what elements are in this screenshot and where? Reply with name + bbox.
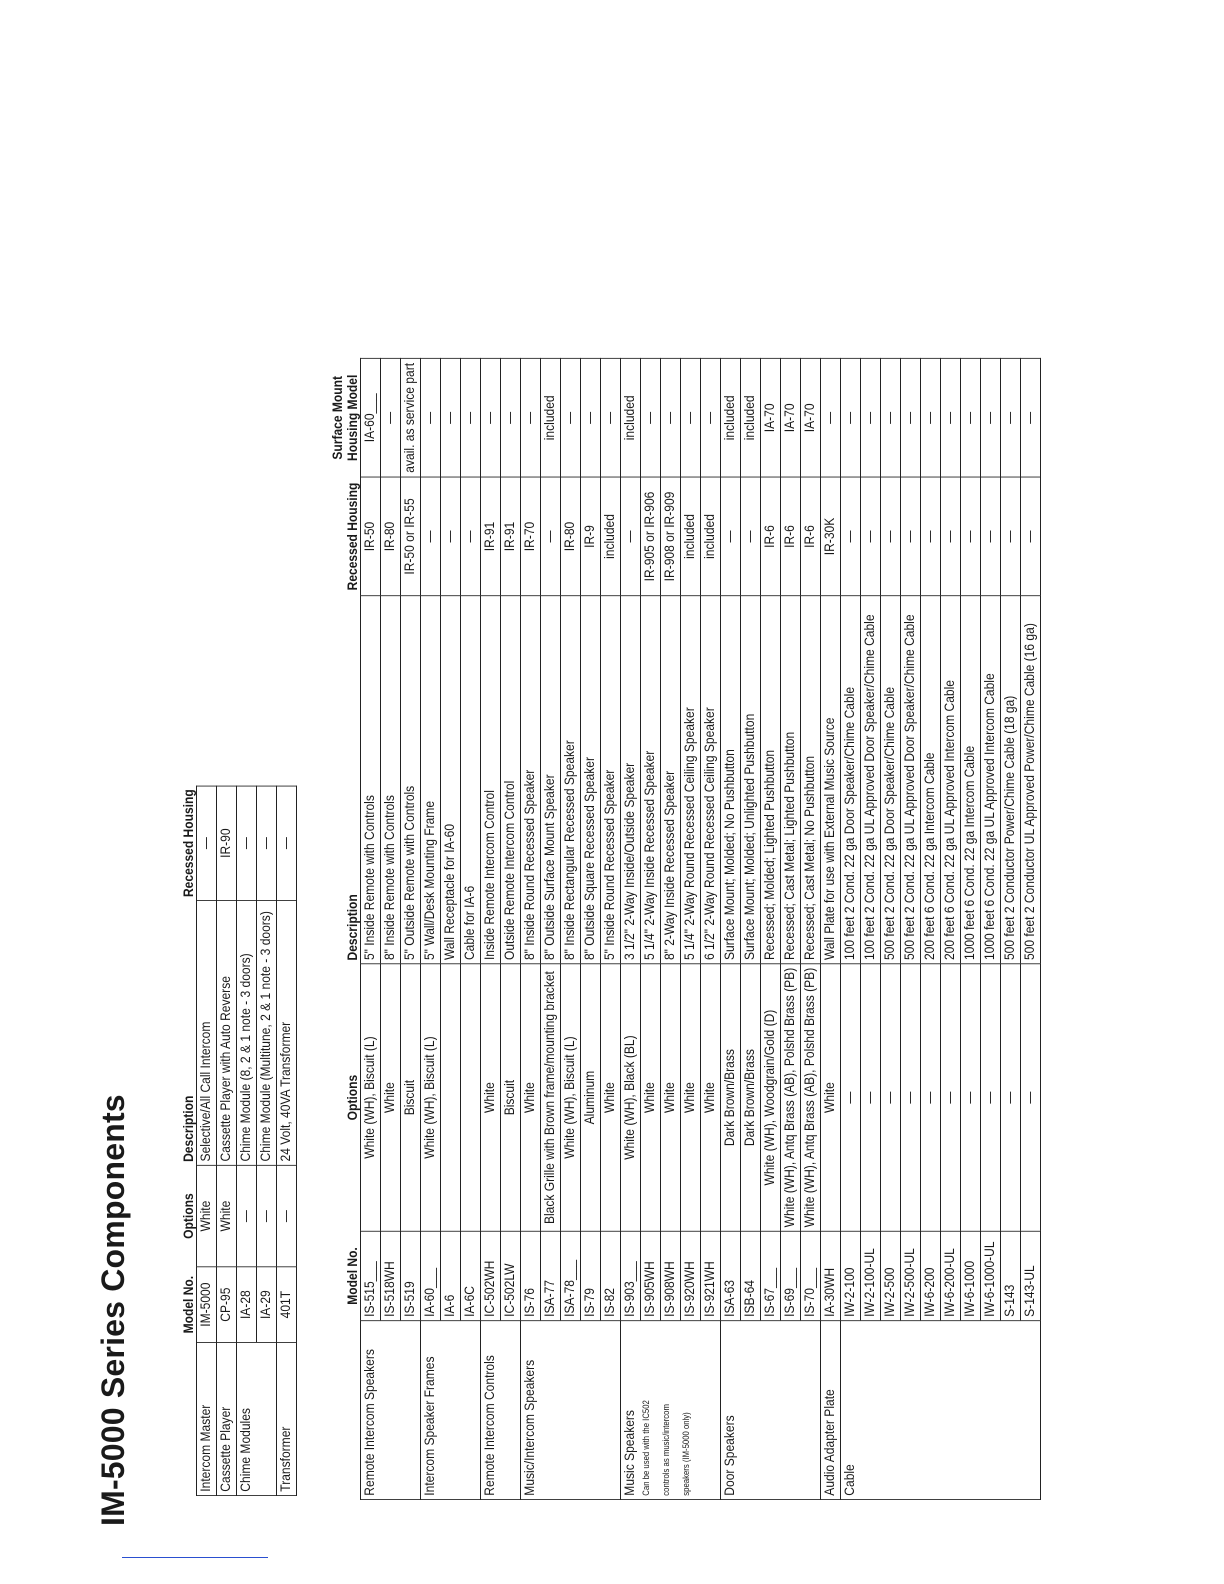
main-table-body [361, 358, 1041, 1499]
recessed-housing-cell: IR-50 or IR-55 [401, 477, 421, 596]
surface-mount-cell: included [541, 358, 561, 477]
music-speakers-note: Can be used with the IC502 [641, 1321, 661, 1500]
surface-mount-cell: — [521, 358, 541, 477]
table-row [197, 786, 217, 1496]
recessed-housing-cell: — [441, 477, 461, 596]
surface-mount-cell: IA-70 [761, 358, 781, 477]
recessed-housing-cell: — [741, 477, 761, 596]
recessed-housing-cell: — [1001, 477, 1021, 596]
surface-mount-cell: — [381, 358, 401, 477]
description-cell: Surface Mount; Molded; No Pushbutton [721, 596, 741, 964]
category-cell [901, 1321, 921, 1500]
table-row [237, 786, 257, 1496]
category-header [180, 1342, 197, 1495]
footer-rule [122, 1557, 268, 1558]
recessed-housing-cell: — [461, 477, 481, 596]
category-cell [801, 1321, 821, 1500]
category-cell [1001, 1321, 1021, 1500]
model-cell: IW-2-100-UL [861, 1231, 881, 1320]
options-header: Options [344, 1074, 360, 1121]
options-cell: — [961, 964, 981, 1231]
model-cell: IS-921WH [701, 1231, 721, 1320]
model-cell: IS-920WH [681, 1231, 701, 1320]
category-cell [941, 1321, 961, 1500]
page-title: IM-5000 Series Components [95, 1094, 131, 1526]
options-cell: White [661, 964, 681, 1231]
description-cell: Recessed; Molded; Lighted Pushbutton [761, 596, 781, 964]
category-cell: Music Speakers [621, 1321, 641, 1500]
category-cell: Cable [841, 1321, 861, 1500]
surface-mount-cell: — [601, 358, 621, 477]
table-row [941, 358, 961, 1499]
table-row [921, 358, 941, 1499]
surface-mount-cell: — [661, 358, 681, 477]
options-cell: Dark Brown/Brass [721, 964, 741, 1231]
description-cell: Chime Module (Multitune, 2 & 1 note - 3 doors) [257, 900, 277, 1165]
table-row [581, 358, 601, 1499]
options-cell: White [381, 964, 401, 1231]
category-cell [381, 1321, 401, 1500]
model-cell: IS-67___ [761, 1231, 781, 1320]
description-cell: Wall Plate for use with External Music Source [821, 596, 841, 964]
model-cell: IW-2-500 [881, 1231, 901, 1320]
model-cell: IC-502LW [501, 1231, 521, 1320]
description-cell: 1000 feet 6 Cond. 22 ga Intercom Cable [961, 596, 981, 964]
recessed-housing-cell: IR-91 [501, 477, 521, 596]
model-cell: IS-515___ [361, 1231, 381, 1320]
description-cell: Outside Remote Intercom Control [501, 596, 521, 964]
category-cell [1021, 1321, 1041, 1500]
description-cell: 5" Inside Remote with Controls [361, 596, 381, 964]
model-cell: IA-29 [257, 1267, 277, 1343]
surface-mount-cell: — [1001, 358, 1021, 477]
model-header: Model No. [344, 1247, 360, 1305]
surface-mount-cell: IA-70 [781, 358, 801, 477]
description-cell: 24 Volt, 40VA Transformer [277, 900, 297, 1165]
description-cell: 6 1/2" 2-Way Round Recessed Ceiling Speaker [701, 596, 721, 964]
model-cell: IS-518WH [381, 1231, 401, 1320]
model-cell: IS-519 [401, 1231, 421, 1320]
options-cell: White (WH), Woodgrain/Gold (D) [761, 964, 781, 1231]
top-components-table [180, 785, 297, 1496]
surface-mount-cell: — [921, 358, 941, 477]
description-cell: Cassette Player with Auto Reverse [217, 900, 237, 1165]
surface-mount-cell: included [621, 358, 641, 477]
options-cell: — [881, 964, 901, 1231]
table-row [821, 358, 841, 1499]
surface-mount-cell: — [861, 358, 881, 477]
description-cell: 200 feet 6 Cond. 22 ga UL Approved Intercom Cable [941, 596, 961, 964]
recessed-housing-header: Recessed Housing [344, 482, 360, 591]
table-row [741, 358, 761, 1499]
recessed-housing-cell: — [237, 786, 257, 901]
description-header: Description [344, 894, 360, 961]
category-cell: Chime Modules [237, 1342, 257, 1495]
surface-mount-cell: — [1021, 358, 1041, 477]
options-cell: Aluminum [581, 964, 601, 1231]
options-cell: White (WH), Antq Brass (AB), Polshd Brass (PB) [781, 964, 801, 1231]
options-cell: White [701, 964, 721, 1231]
recessed-housing-cell: — [981, 477, 1001, 596]
model-cell: ISA-77 [541, 1231, 561, 1320]
description-cell: 5" Wall/Desk Mounting Frame [421, 596, 441, 964]
options-cell: — [237, 1165, 257, 1266]
model-cell: IW-6-1000 [961, 1231, 981, 1320]
recessed-housing-cell: IR-80 [561, 477, 581, 596]
options-cell: Biscuit [401, 964, 421, 1231]
music-speakers-note: controls as music/intercom [661, 1321, 681, 1500]
category-cell [701, 1321, 721, 1500]
surface-mount-header: Surface Mount Housing Model [329, 374, 360, 461]
model-cell: IA-6C [461, 1231, 481, 1320]
table-row [701, 358, 721, 1499]
table-row [661, 358, 681, 1499]
surface-mount-cell: included [741, 358, 761, 477]
model-cell: IS-79 [581, 1231, 601, 1320]
recessed-housing-header: Recessed Housing [180, 789, 196, 898]
description-cell: 8" 2-Way Inside Recessed Speaker [661, 596, 681, 964]
options-cell: White [641, 964, 661, 1231]
options-cell: — [981, 964, 1001, 1231]
options-cell: White [481, 964, 501, 1231]
model-cell: IA-30WH [821, 1231, 841, 1320]
music-speakers-note: speakers (IM-5000 only) [681, 1321, 701, 1500]
surface-mount-cell: — [681, 358, 701, 477]
surface-mount-cell: — [561, 358, 581, 477]
options-cell: White [601, 964, 621, 1231]
description-cell: Chime Module (8, 2 & 1 note - 3 doors) [237, 900, 257, 1165]
model-cell: IA-28 [237, 1267, 257, 1343]
surface-mount-cell: avail. as service part [401, 358, 421, 477]
table-row [217, 786, 237, 1496]
options-cell: White [217, 1165, 237, 1266]
surface-mount-cell: — [421, 358, 441, 477]
description-cell: 5 1/4" 2-Way Inside Recessed Speaker [641, 596, 661, 964]
description-cell: Cable for IA-6 [461, 596, 481, 964]
surface-mount-cell: included [721, 358, 741, 477]
recessed-housing-cell: — [721, 477, 741, 596]
surface-mount-cell: — [841, 358, 861, 477]
table-row [681, 358, 701, 1499]
table-row [461, 358, 481, 1499]
surface-mount-cell: IA-60___ [361, 358, 381, 477]
surface-mount-cell: — [881, 358, 901, 477]
recessed-housing-cell: IR-30K [821, 477, 841, 596]
description-cell: 8" Outside Surface Mount Speaker [541, 596, 561, 964]
table-row [761, 358, 781, 1499]
description-cell: 500 feet 2 Cond. 22 ga Door Speaker/Chime Cable [881, 596, 901, 964]
table-row [721, 358, 741, 1499]
description-header: Description [180, 1095, 196, 1162]
model-cell: ISA-63 [721, 1231, 741, 1320]
model-cell: S-143-UL [1021, 1231, 1041, 1320]
table-row [381, 358, 401, 1499]
category-cell [401, 1321, 421, 1500]
recessed-housing-cell: — [901, 477, 921, 596]
options-cell: White (WH), Biscuit (L) [361, 964, 381, 1231]
surface-mount-cell: — [821, 358, 841, 477]
recessed-housing-cell: included [601, 477, 621, 596]
category-cell [541, 1321, 561, 1500]
table-row [901, 358, 921, 1499]
surface-mount-cell: — [461, 358, 481, 477]
description-cell: 1000 feet 6 Cond. 22 ga UL Approved Intercom Cable [981, 596, 1001, 964]
description-cell: 500 feet 2 Cond. 22 ga UL Approved Door Speaker/Chime Cable [901, 596, 921, 964]
surface-mount-cell: — [941, 358, 961, 477]
description-cell: 8" Inside Rectangular Recessed Speaker [561, 596, 581, 964]
options-cell: — [277, 1165, 297, 1266]
main-components-table [330, 358, 1041, 1500]
description-cell: Recessed; Cast Metal; Lighted Pushbutton [781, 596, 801, 964]
model-cell: IS-69___ [781, 1231, 801, 1320]
recessed-housing-cell: IR-6 [761, 477, 781, 596]
recessed-housing-cell: IR-6 [801, 477, 821, 596]
options-cell: — [901, 964, 921, 1231]
options-cell: White (WH), Black (BL) [621, 964, 641, 1231]
description-cell: 5" Inside Round Recessed Speaker [601, 596, 621, 964]
options-cell: White (WH), Antq Brass (AB), Polshd Brass (PB) [801, 964, 821, 1231]
model-cell: CP-95 [217, 1267, 237, 1343]
category-cell: Remote Intercom Controls [481, 1321, 501, 1500]
surface-mount-cell: — [901, 358, 921, 477]
recessed-housing-cell: — [1021, 477, 1041, 596]
recessed-housing-cell: — [921, 477, 941, 596]
table-row [781, 358, 801, 1499]
surface-mount-cell: — [481, 358, 501, 477]
model-cell: IS-82 [601, 1231, 621, 1320]
options-cell: White [197, 1165, 217, 1266]
model-cell: IW-6-200 [921, 1231, 941, 1320]
model-cell: IS-903___ [621, 1231, 641, 1320]
table-header-row [330, 358, 361, 1499]
category-cell [561, 1321, 581, 1500]
category-cell [921, 1321, 941, 1500]
description-cell: 3 1/2" 2-Way Inside/Outside Speaker [621, 596, 641, 964]
category-cell: Intercom Master [197, 1342, 217, 1495]
model-cell: IA-60___ [421, 1231, 441, 1320]
table-row [641, 358, 661, 1499]
recessed-housing-cell: — [961, 477, 981, 596]
recessed-housing-cell: IR-91 [481, 477, 501, 596]
description-cell: Inside Remote Intercom Control [481, 596, 501, 964]
table-row [841, 358, 861, 1499]
model-cell: IS-70___ [801, 1231, 821, 1320]
options-cell: Black Grille with Brown frame/mounting bracket [541, 964, 561, 1231]
category-cell [981, 1321, 1001, 1500]
recessed-housing-cell: — [197, 786, 217, 901]
category-cell [881, 1321, 901, 1500]
surface-mount-cell: — [981, 358, 1001, 477]
recessed-housing-cell: IR-90 [217, 786, 237, 901]
options-cell [441, 964, 461, 1231]
options-cell: — [841, 964, 861, 1231]
surface-mount-cell: — [961, 358, 981, 477]
category-cell: Audio Adapter Plate [821, 1321, 841, 1500]
category-cell [461, 1321, 481, 1500]
table-row [421, 358, 441, 1499]
category-cell [501, 1321, 521, 1500]
description-cell: 100 feet 2 Cond. 22 ga UL Approved Door Speaker/Chime Cable [861, 596, 881, 964]
model-cell: IW-2-100 [841, 1231, 861, 1320]
options-cell: — [921, 964, 941, 1231]
table-row [801, 358, 821, 1499]
table-header-row [180, 786, 197, 1496]
category-cell [441, 1321, 461, 1500]
category-cell [601, 1321, 621, 1500]
recessed-housing-cell: IR-50 [361, 477, 381, 596]
model-cell: IW-2-500-UL [901, 1231, 921, 1320]
description-cell: Recessed; Cast Metal; No Pushbutton [801, 596, 821, 964]
options-cell: Dark Brown/Brass [741, 964, 761, 1231]
model-cell: IM-5000 [197, 1267, 217, 1343]
table-row [1021, 358, 1041, 1499]
model-cell: IW-6-200-UL [941, 1231, 961, 1320]
description-cell: Selective/All Call Intercom [197, 900, 217, 1165]
table-row [501, 358, 521, 1499]
description-cell: 100 feet 2 Cond. 22 ga Door Speaker/Chime Cable [841, 596, 861, 964]
recessed-housing-cell: — [277, 786, 297, 901]
description-cell: 8" Outside Square Recessed Speaker [581, 596, 601, 964]
options-cell: White [821, 964, 841, 1231]
category-cell [861, 1321, 881, 1500]
table-row [601, 358, 621, 1499]
surface-mount-cell: — [581, 358, 601, 477]
surface-mount-cell: IA-70 [801, 358, 821, 477]
description-cell: 500 feet 2 Conductor Power/Chime Cable (18 ga) [1001, 596, 1021, 964]
description-cell: 200 feet 6 Cond. 22 ga Intercom Cable [921, 596, 941, 964]
recessed-housing-cell: — [841, 477, 861, 596]
recessed-housing-cell: included [681, 477, 701, 596]
table-row [961, 358, 981, 1499]
options-cell: — [941, 964, 961, 1231]
model-cell: IC-502WH [481, 1231, 501, 1320]
surface-mount-cell: — [641, 358, 661, 477]
recessed-housing-cell: — [421, 477, 441, 596]
description-cell: Surface Mount; Molded; Unlighted Pushbutton [741, 596, 761, 964]
options-header: Options [180, 1193, 196, 1239]
table-row [361, 358, 381, 1499]
options-cell [461, 964, 481, 1231]
model-cell: IA-6 [441, 1231, 461, 1320]
options-cell: White [681, 964, 701, 1231]
description-cell: 8" Inside Round Recessed Speaker [521, 596, 541, 964]
category-cell: Music/Intercom Speakers [521, 1321, 541, 1500]
model-cell: 401T [277, 1267, 297, 1343]
recessed-housing-cell: — [541, 477, 561, 596]
model-header: Model No. [180, 1275, 196, 1334]
table-row [621, 358, 641, 1499]
category-cell: Door Speakers [721, 1321, 741, 1500]
model-cell: ISA-78___ [561, 1231, 581, 1320]
table-row [257, 786, 277, 1496]
recessed-housing-cell: IR-80 [381, 477, 401, 596]
options-cell: White (WH), Biscuit (L) [421, 964, 441, 1231]
options-cell: White [521, 964, 541, 1231]
description-cell: 5 1/4" 2-Way Round Recessed Ceiling Speaker [681, 596, 701, 964]
table-row [521, 358, 541, 1499]
options-cell: — [1001, 964, 1021, 1231]
description-cell: Wall Receptacle for IA-60 [441, 596, 461, 964]
model-cell: ISB-64 [741, 1231, 761, 1320]
recessed-housing-cell: IR-9 [581, 477, 601, 596]
surface-mount-cell: — [701, 358, 721, 477]
recessed-housing-cell: — [257, 786, 277, 901]
category-cell [257, 1342, 277, 1495]
category-cell: Remote Intercom Speakers [361, 1321, 381, 1500]
recessed-housing-cell: IR-6 [781, 477, 801, 596]
top-table-body [197, 786, 297, 1496]
options-cell: — [1021, 964, 1041, 1231]
category-cell: Intercom Speaker Frames [421, 1321, 441, 1500]
table-row [441, 358, 461, 1499]
options-cell: — [257, 1165, 277, 1266]
recessed-housing-cell: IR-70 [521, 477, 541, 596]
model-cell: IS-908WH [661, 1231, 681, 1320]
category-cell: Cassette Player [217, 1342, 237, 1495]
table-row [881, 358, 901, 1499]
recessed-housing-cell: included [701, 477, 721, 596]
description-cell: 500 feet 2 Conductor UL Approved Power/Chime Cable (16 ga) [1021, 596, 1041, 964]
table-row [561, 358, 581, 1499]
table-row [277, 786, 297, 1496]
table-row [981, 358, 1001, 1499]
table-row [481, 358, 501, 1499]
surface-mount-cell: — [441, 358, 461, 477]
recessed-housing-cell: — [941, 477, 961, 596]
surface-mount-cell: — [501, 358, 521, 477]
recessed-housing-cell: — [861, 477, 881, 596]
options-cell: White (WH), Biscuit (L) [561, 964, 581, 1231]
model-cell: IS-76 [521, 1231, 541, 1320]
table-row [861, 358, 881, 1499]
category-cell [961, 1321, 981, 1500]
description-cell: 5" Outside Remote with Controls [401, 596, 421, 964]
category-cell [741, 1321, 761, 1500]
description-cell: 8" Inside Remote with Controls [381, 596, 401, 964]
recessed-housing-cell: IR-905 or IR-906 [641, 477, 661, 596]
category-cell [781, 1321, 801, 1500]
options-cell: — [861, 964, 881, 1231]
table-row [401, 358, 421, 1499]
model-cell: IW-6-1000-UL [981, 1231, 1001, 1320]
options-cell: Biscuit [501, 964, 521, 1231]
recessed-housing-cell: IR-908 or IR-909 [661, 477, 681, 596]
recessed-housing-cell: — [621, 477, 641, 596]
category-cell [761, 1321, 781, 1500]
category-header [330, 1321, 361, 1500]
recessed-housing-cell: — [881, 477, 901, 596]
category-cell: Transformer [277, 1342, 297, 1495]
table-row [1001, 358, 1021, 1499]
table-row [541, 358, 561, 1499]
category-cell [581, 1321, 601, 1500]
model-cell: S-143 [1001, 1231, 1021, 1320]
model-cell: IS-905WH [641, 1231, 661, 1320]
